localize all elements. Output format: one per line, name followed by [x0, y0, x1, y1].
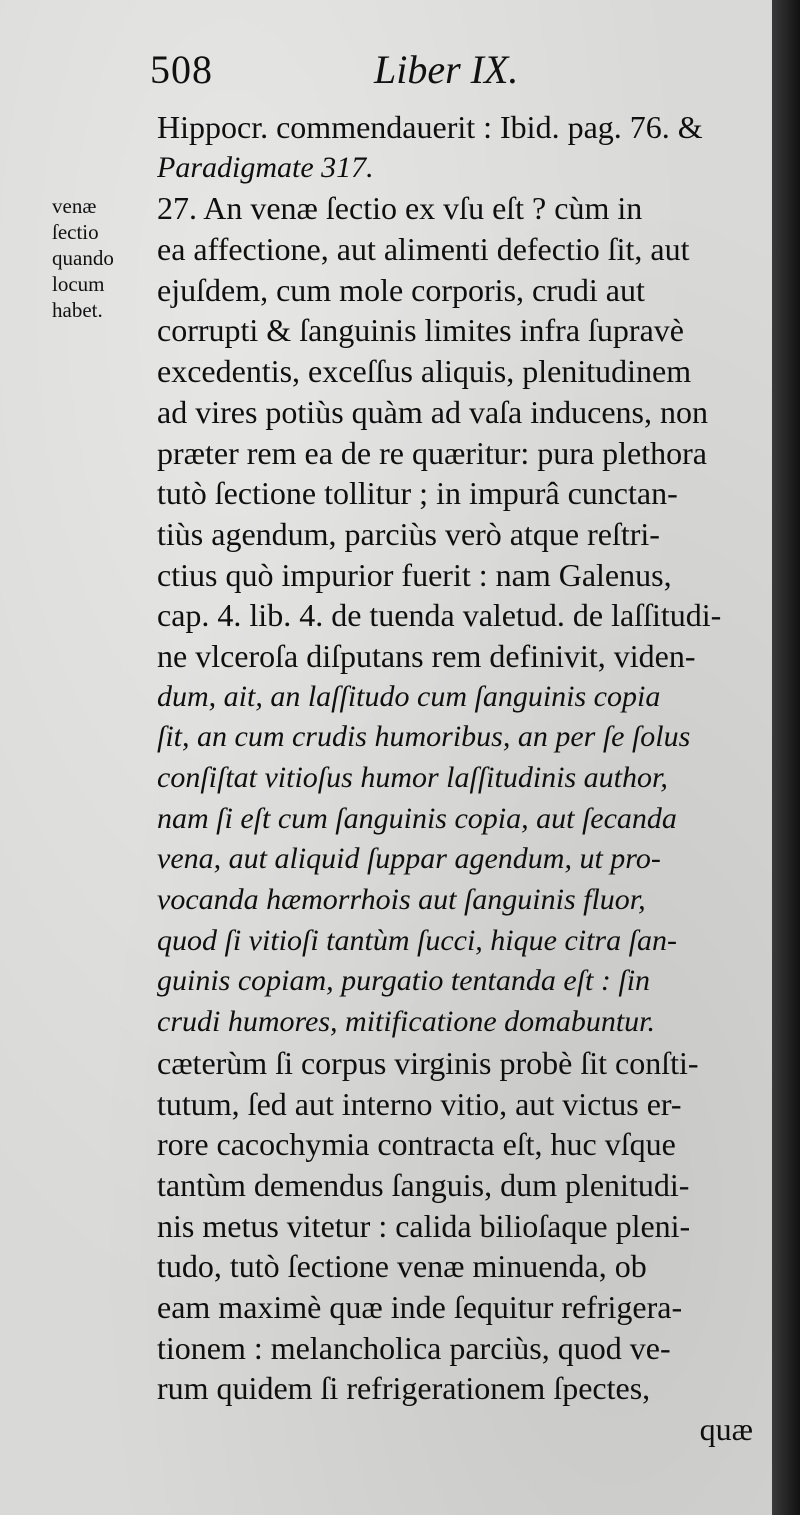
body-text — [157, 107, 757, 1450]
page-number: 508 — [150, 47, 213, 92]
text-line: crudi humores, mitificatione domabuntur. — [157, 1005, 656, 1039]
text-line: vena, aut aliquid ſuppar agendum, ut pro- — [157, 842, 661, 876]
text-line: ne vlceroſa diſputans rem definivit, viden- — [157, 637, 696, 674]
text-line: excedentis, exceſſus aliquis, plenitudinem — [157, 353, 692, 390]
text-line: eam maximè quæ inde ſequitur refrigera- — [157, 1288, 683, 1325]
text-line: corrupti & ſanguinis limites infra ſupravè — [157, 312, 684, 349]
catchword: quæ — [699, 1411, 753, 1447]
margin-note-line: ſectio — [52, 220, 99, 244]
text-line: cap. 4. lib. 4. de tuenda valetud. de laſſitudi- — [157, 597, 722, 634]
text-line: tantùm demendus ſanguis, dum plenitudi- — [157, 1166, 690, 1203]
margin-note-line: quando — [52, 246, 114, 270]
text-line: dum, ait, an laſſitudo cum ſanguinis copia — [157, 679, 661, 713]
text-line: tutum, ſed aut interno vitio, aut victus er- — [157, 1085, 682, 1122]
text-line: rore cacochymia contracta eſt, huc vſque — [157, 1126, 676, 1163]
page-edge-shadow — [772, 0, 800, 1515]
text-line: cæterùm ſi corpus virginis probè ſit conſti- — [157, 1044, 699, 1081]
text-line: nis metus vitetur : calida bilioſaque pleni- — [157, 1207, 691, 1244]
text-line: 27. An venæ ſectio ex vſu eſt ? cùm in — [157, 190, 643, 227]
text-line: quod ſi vitioſi tantùm ſucci, hique citra ſan- — [157, 923, 677, 957]
text-line: ſit, an cum crudis humoribus, an per ſe ſolus — [157, 720, 691, 754]
margin-note-line: locum — [52, 272, 105, 296]
margin-note-line: habet. — [52, 298, 103, 322]
margin-note — [52, 193, 147, 323]
text-line: vocanda hæmorrhois aut ſanguinis fluor, — [157, 883, 646, 917]
text-line: tudo, tutò ſectione venæ minuenda, ob — [157, 1248, 647, 1285]
page-header — [150, 46, 570, 96]
running-head: Liber IX. — [374, 47, 519, 92]
text-line: tionem : melancholica parciùs, quod ve- — [157, 1329, 671, 1366]
text-line: ejuſdem, cum mole corporis, crudi aut — [157, 271, 645, 308]
text-line: ctius quò impurior fuerit : nam Galenus, — [157, 556, 672, 593]
text-line: rum quidem ſi refrigerationem ſpectes, — [157, 1370, 651, 1407]
text-line: tutò ſectione tollitur ; in impurâ cunctan- — [157, 475, 678, 512]
text-line: conſiſtat vitioſus humor laſſitudinis author, — [157, 761, 668, 794]
text-line: guinis copiam, purgatio tentanda eſt : ſin — [157, 964, 651, 998]
text-line: Hippocr. commendauerit : Ibid. pag. 76. & — [157, 109, 703, 145]
text-line: Paradigmate 317. — [157, 150, 374, 184]
text-line: præter rem ea de re quæritur: pura plethora — [157, 434, 707, 471]
text-line: ea affectione, aut alimenti defectio ſit, aut — [157, 231, 690, 268]
margin-note-line: venæ — [52, 194, 97, 218]
text-line: ad vires potiùs quàm ad vaſa inducens, non — [157, 393, 708, 430]
text-line: tiùs agendum, parciùs verò atque reſtri- — [157, 515, 660, 552]
text-line: nam ſi eſt cum ſanguinis copia, aut ſecanda — [157, 801, 677, 835]
